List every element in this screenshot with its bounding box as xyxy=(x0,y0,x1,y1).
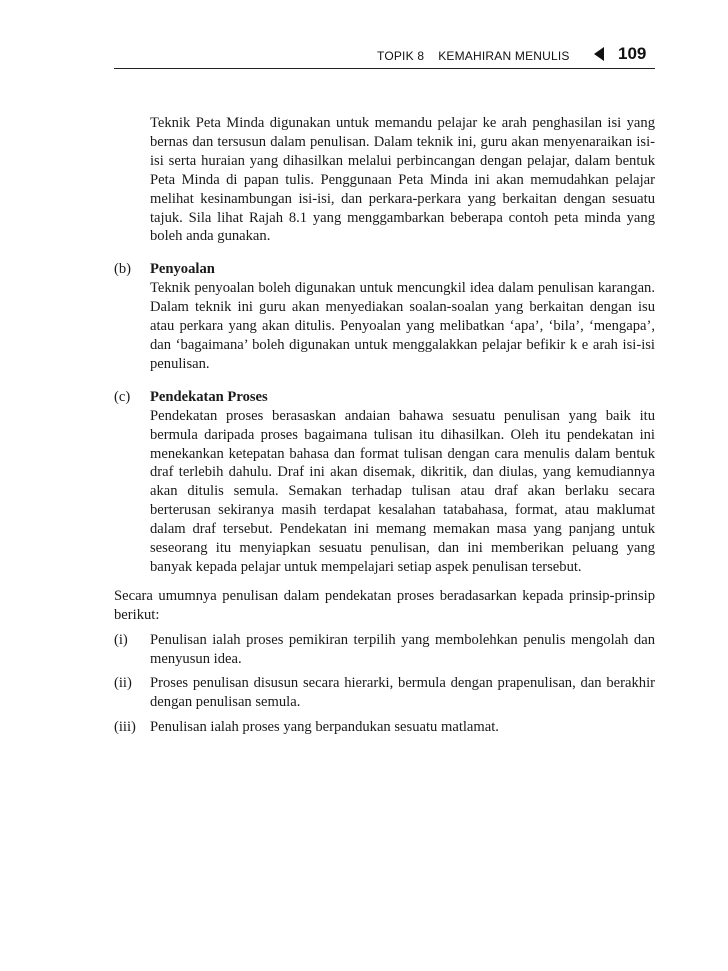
principle-label: (ii) xyxy=(114,675,132,692)
running-header xyxy=(114,44,655,69)
section-c-label: (c) xyxy=(114,388,131,405)
left-arrow-icon xyxy=(594,47,604,61)
principle-label: (iii) xyxy=(114,719,136,736)
principle-item xyxy=(114,674,655,712)
section-b-body: Teknik penyoalan boleh digunakan untuk mencungkil idea dalam penulisan karangan. Dalam teknik ini guru akan menyediakan soalan-soalan yang berkaitan dengan isu atau perkara yang akan ditulis. Penyoalan yang melibatkan ‘apa’, ‘bila’, ‘mengapa’, dan ‘bagaimana’ boleh digunakan untuk menggalakkan pelajar befikir k e arah isi-isi penulisan. xyxy=(150,280,655,372)
principle-label: (i) xyxy=(114,631,128,648)
principle-item xyxy=(114,631,655,669)
page-number: 109 xyxy=(618,44,647,63)
principle-text: Penulisan ialah proses yang berpandukan sesuatu matlamat. xyxy=(150,719,499,736)
principle-text: Penulisan ialah proses pemikiran terpilih yang membolehkan penulis mengolah dan menyusun idea. xyxy=(150,631,655,667)
section-b xyxy=(114,260,655,373)
intro-paragraph: Teknik Peta Minda digunakan untuk memandu pelajar ke arah penghasilan isi yang bernas dan tersusun dalam penulisan. Dalam teknik ini, guru akan menyenaraikan isi-isi serta huraian yang dihasilkan melalui perbincangan dengan pelajar, dalam bentuk Peta Minda di papan tulis. Penggunaan Peta Minda ini akan memudahkan pelajar melihat kesinambungan isi-isi, dan perkara-perkara yang berkaitan dengan sesuatu tajuk. Sila lihat Rajah 8.1 yang menggambarkan beberapa contoh peta minda yang boleh anda gunakan. xyxy=(150,115,655,245)
section-c xyxy=(114,388,655,577)
principle-text: Proses penulisan disusun secara hierarki, bermula dengan prapenulisan, dan berakhir dengan penulisan semula. xyxy=(150,675,655,711)
section-b-heading: Penyoalan xyxy=(150,261,215,278)
section-c-heading: Pendekatan Proses xyxy=(150,388,268,405)
principle-item xyxy=(114,718,655,737)
summary-paragraph: Secara umumnya penulisan dalam pendekatan proses beradasarkan kepada prinsip-prinsip berikut: xyxy=(114,587,655,623)
header-topic: TOPIK 8 xyxy=(377,49,425,63)
page-body xyxy=(114,114,655,737)
header-title: KEMAHIRAN MENULIS xyxy=(438,49,570,63)
header-text xyxy=(377,49,570,63)
section-c-body: Pendekatan proses berasaskan andaian bahawa sesuatu penulisan yang baik itu bermula daripada proses bagaimana tulisan itu dihasilkan. Oleh itu pendekatan ini menekankan ketepatan bahasa dan format tulisan dengan cara menulis dalam bentuk draf terlebih dahulu. Draf ini akan disemak, dikritik, dan diulas, yang kemudiannya akan ditulis semula. Semakan terhadap tulisan atau draf akan berlaku secara berterusan sekiranya masih terdapat kesalahan tatabahasa, format, atau maklumat dalam draf tersebut. Pendekatan ini memang memakan masa yang panjang untuk seseorang itu menyiapkan sesuatu penulisan, dan ini memberikan peluang yang banyak kepada pelajar untuk mempelajari setiap aspek penulisan tersebut. xyxy=(150,407,655,575)
section-b-label: (b) xyxy=(114,261,132,278)
